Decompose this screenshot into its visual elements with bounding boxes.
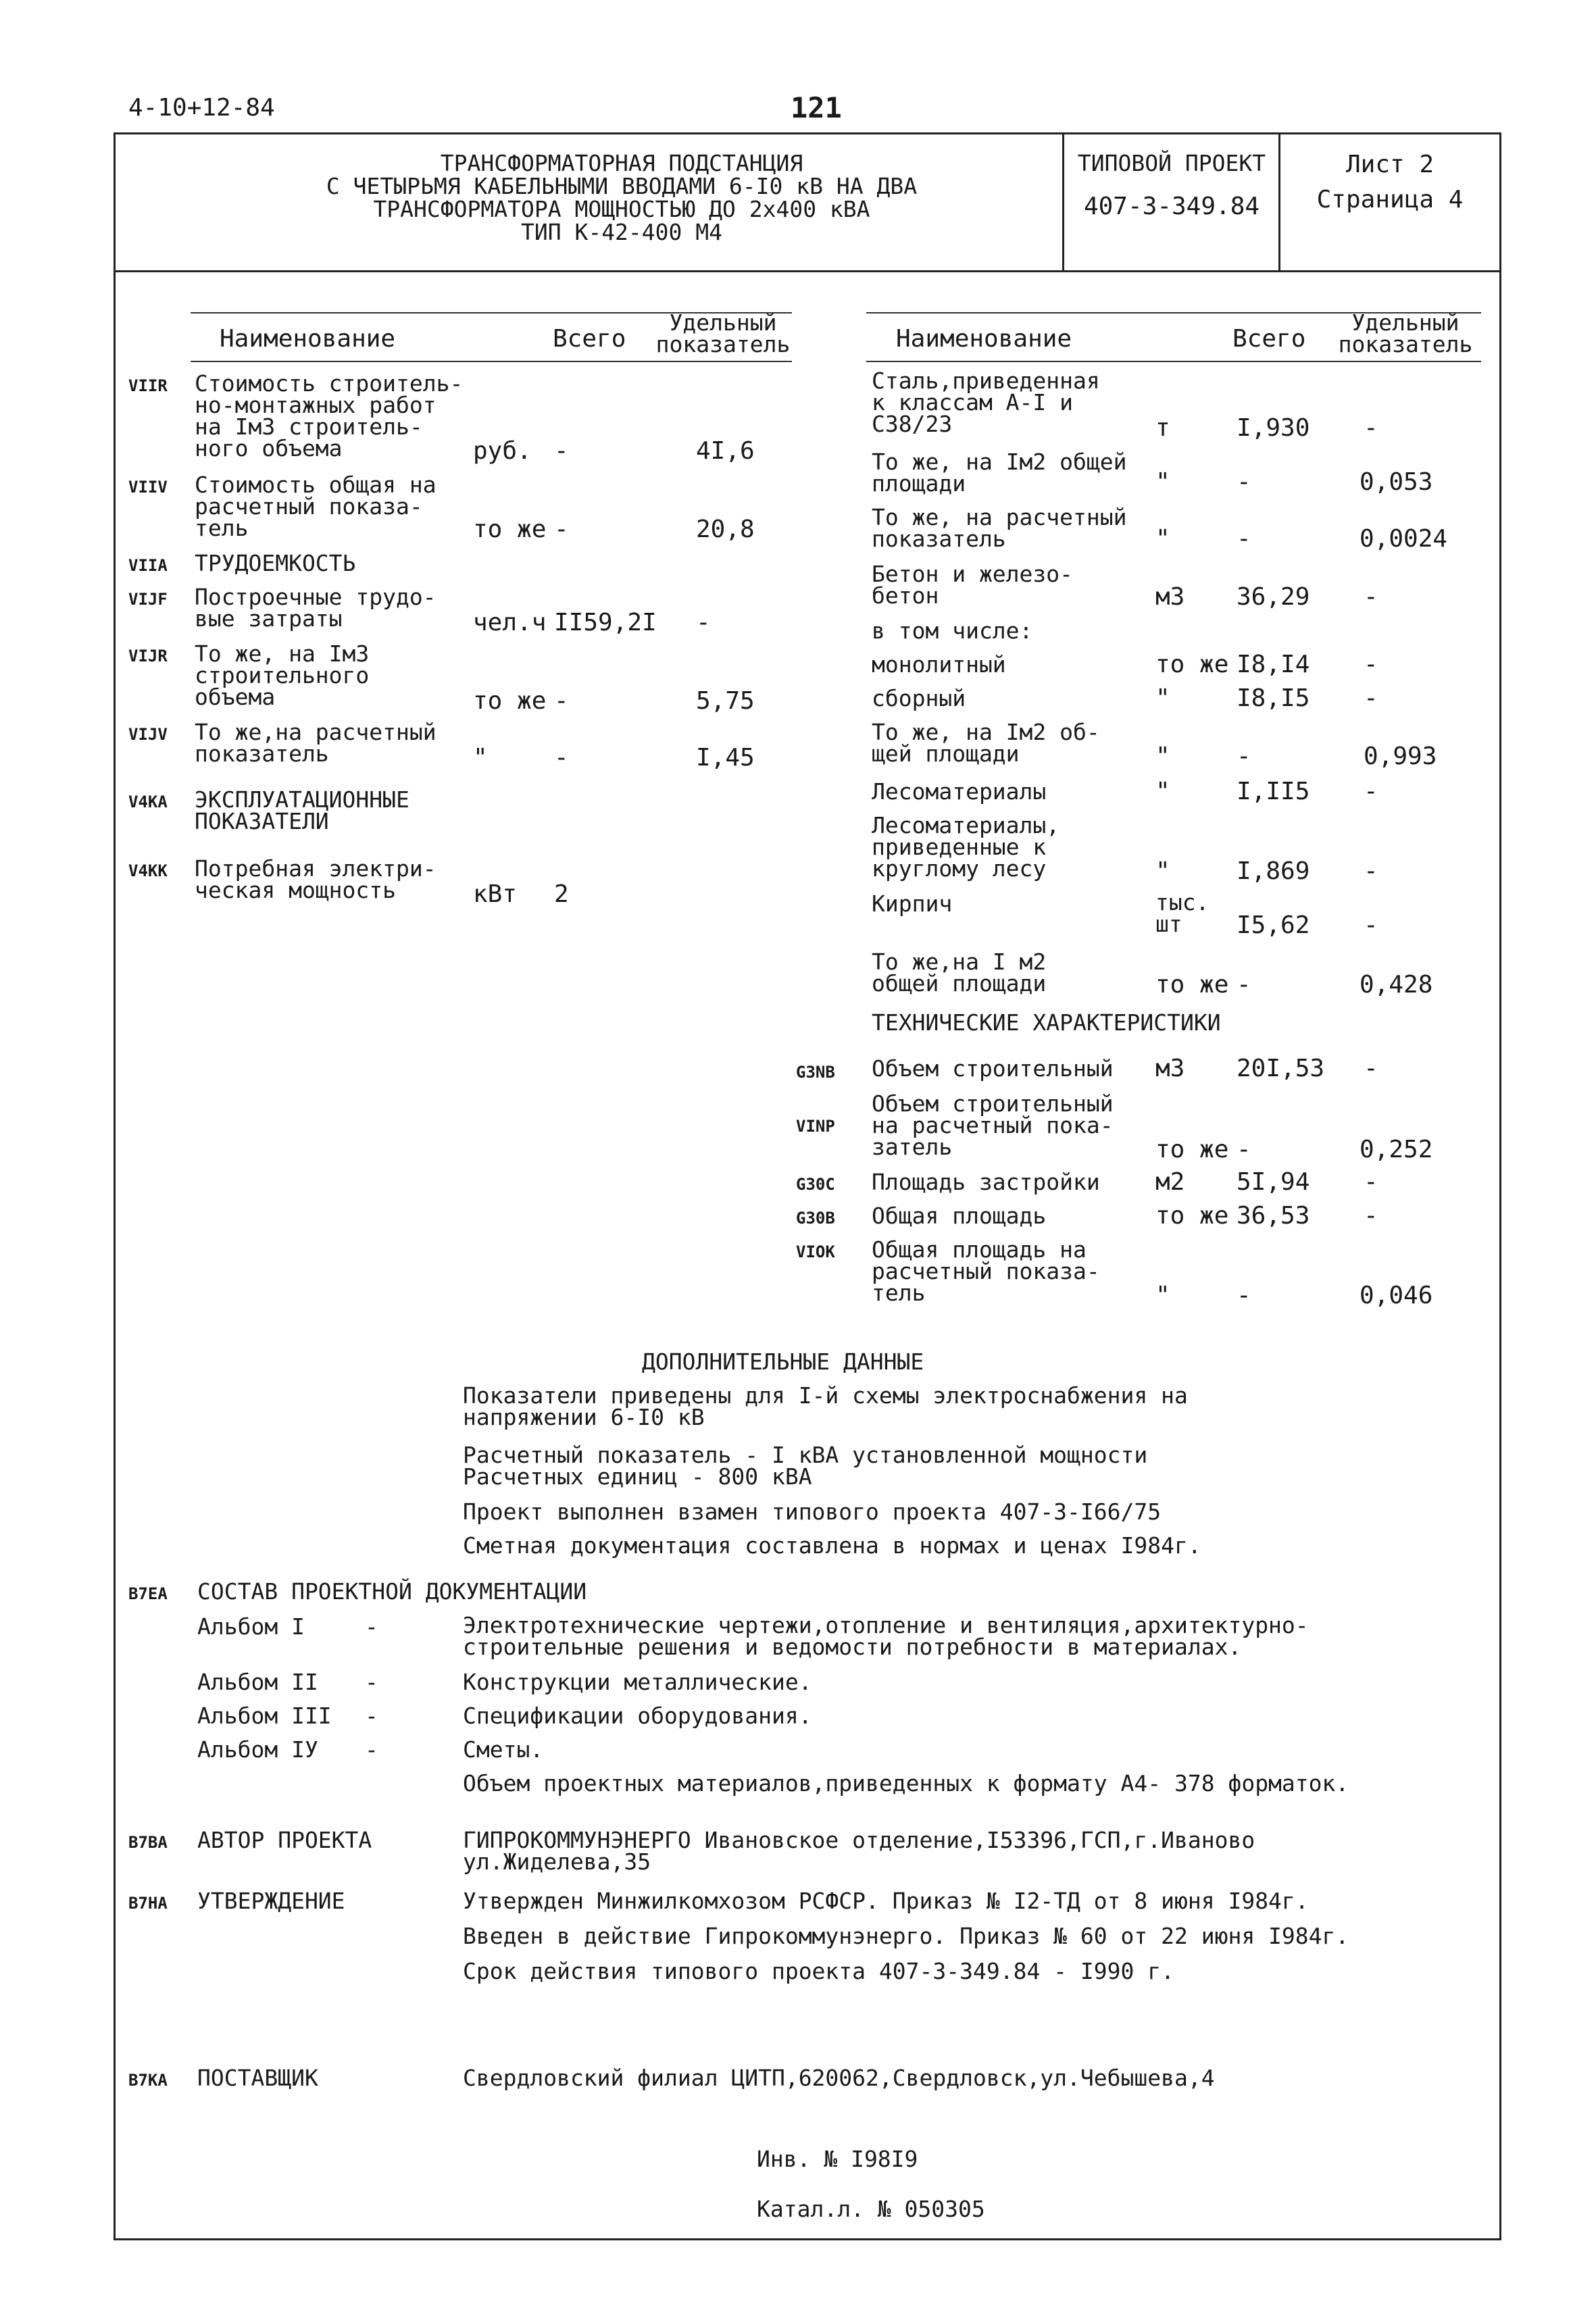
- row-specific: -: [1364, 583, 1378, 611]
- row-code: VIJV: [128, 725, 168, 744]
- left-table-header-rule: [191, 361, 792, 362]
- album-dash: -: [365, 1669, 378, 1695]
- document-code: 4-10+12-84: [128, 94, 275, 122]
- row-code: VIOK: [796, 1242, 835, 1261]
- row-specific: I,45: [696, 744, 755, 772]
- row-name: монолитный: [872, 651, 1006, 678]
- row-unit: руб.: [473, 437, 532, 465]
- approval-line: Срок действия типового проекта 407-3-349.84 - I990 г.: [463, 1958, 1174, 1984]
- author-code: B7BA: [128, 1833, 168, 1852]
- supplier-text: Свердловский филиал ЦИТП,620062,Свердловск,ул.Чебышева,4: [463, 2065, 1215, 2091]
- row-total: 36,53: [1237, 1202, 1310, 1230]
- album-description: Конструкции металлические.: [463, 1669, 812, 1695]
- row-total: -: [1237, 743, 1251, 770]
- row-name: То же, на Iм2 об- щей площади: [872, 719, 1100, 767]
- row-total: -: [1237, 971, 1251, 999]
- approval-line: Введен в действие Гипрокоммунэнерго. Приказ № 60 от 22 июня I984г.: [463, 1923, 1349, 1949]
- sheet-number: Лист 2: [1345, 151, 1435, 178]
- right-header-name: Наименование: [896, 325, 1072, 353]
- row-total: -: [1237, 1136, 1251, 1163]
- album-description: Сметы.: [463, 1736, 544, 1763]
- row-specific: 5,75: [696, 687, 755, 715]
- album-name: Альбом III: [197, 1703, 332, 1729]
- header-divider-1: [1062, 132, 1064, 272]
- row-code: V4KA: [128, 793, 168, 811]
- header-divider-2: [1278, 132, 1280, 272]
- row-total: -: [554, 515, 569, 543]
- row-specific: -: [1364, 1202, 1378, 1230]
- row-unit: ": [1155, 525, 1170, 553]
- additional-line: Сметная документация составлена в нормах и ценах I984г.: [463, 1532, 1201, 1559]
- row-specific: 0,428: [1360, 971, 1433, 999]
- title-line-4: ТИП К-42-400 М4: [520, 219, 722, 245]
- row-name: Бетон и железо- бетон: [872, 561, 1074, 609]
- row-total: 36,29: [1237, 583, 1310, 611]
- supplier-label: ПОСТАВЩИК: [197, 2065, 318, 2091]
- row-name: То же, на расчетный показатель: [872, 504, 1127, 552]
- additional-line: Показатели приведены для I-й схемы электроснабжения на напряжении 6-I0 кВ: [463, 1382, 1188, 1430]
- row-specific: 0,993: [1364, 743, 1437, 770]
- row-name: Площадь застройки: [872, 1169, 1100, 1195]
- row-unit: то же: [1155, 1136, 1229, 1163]
- album-name: Альбом I: [197, 1613, 305, 1640]
- row-unit: ": [473, 744, 488, 772]
- row-name: ЭКСПЛУАТАЦИОННЫЕ ПОКАЗАТЕЛИ: [195, 786, 409, 834]
- row-name: ТРУДОЕМКОСТЬ: [195, 550, 356, 576]
- row-total: -: [1237, 468, 1251, 496]
- row-total: I,930: [1237, 414, 1310, 442]
- row-total: I8,I5: [1237, 684, 1310, 712]
- additional-line: Расчетный показатель - I кВА установленной мощности Расчетных единиц - 800 кВА: [463, 1442, 1148, 1490]
- row-name: Сталь,приведенная к классам А-I и С38/23: [872, 368, 1100, 437]
- row-specific: 0,053: [1360, 468, 1433, 496]
- composition-code: B7EA: [128, 1584, 168, 1603]
- row-total: 20I,53: [1237, 1055, 1325, 1082]
- row-code: G3NB: [796, 1063, 835, 1082]
- author-label: АВТОР ПРОЕКТА: [197, 1827, 372, 1853]
- row-code: VIJF: [128, 590, 168, 609]
- row-specific: -: [1364, 911, 1378, 939]
- row-unit: кВт: [473, 880, 518, 908]
- row-unit: т: [1155, 414, 1170, 442]
- supplier-code: B7KA: [128, 2071, 168, 2090]
- row-name: Лесоматериалы: [872, 778, 1047, 805]
- row-specific: 0,046: [1360, 1282, 1433, 1309]
- page-number: 121: [791, 91, 842, 124]
- row-name: сборный: [872, 685, 966, 711]
- row-name: Объем строительный: [872, 1055, 1114, 1082]
- additional-title: ДОПОЛНИТЕЛЬНЫЕ ДАННЫЕ: [642, 1349, 924, 1375]
- frame-right-line: [1499, 132, 1501, 2240]
- right-header-specific: Удельный показатель: [1338, 309, 1473, 357]
- row-code: VIIA: [128, 556, 168, 575]
- row-code: G30B: [796, 1209, 835, 1228]
- row-code: VIIR: [128, 376, 168, 395]
- approval-code: B7HA: [128, 1894, 168, 1913]
- row-name: Кирпич: [872, 890, 953, 917]
- row-name: Построечные трудо- вые затраты: [195, 584, 437, 632]
- row-unit: ": [1155, 743, 1170, 770]
- row-unit: то же: [473, 515, 547, 543]
- row-total: -: [1237, 525, 1251, 553]
- additional-line: Проект выполнен взамен типового проекта 407-3-I66/75: [463, 1499, 1162, 1525]
- approval-line: Утвержден Минжилкомхозом РСФСР. Приказ № I2-ТД от 8 июня I984г.: [463, 1888, 1309, 1914]
- inventory-number: Инв. № I98I9: [757, 2146, 918, 2172]
- row-total: I,II5: [1237, 778, 1310, 805]
- row-unit: ": [1155, 684, 1170, 712]
- row-total: I5,62: [1237, 911, 1310, 939]
- catalog-number: Катал.л. № 050305: [757, 2196, 985, 2222]
- row-unit: ": [1155, 468, 1170, 496]
- row-specific: -: [1364, 684, 1378, 712]
- left-header-specific: Удельный показатель: [655, 309, 791, 357]
- row-total: -: [554, 437, 569, 465]
- row-name: Объем строительный на расчетный пока- затель: [872, 1090, 1114, 1160]
- frame-left-line: [114, 132, 116, 2240]
- row-unit: то же: [1155, 651, 1229, 678]
- row-specific: 20,8: [696, 515, 755, 543]
- row-code: VIIV: [128, 478, 168, 497]
- row-name: в том числе:: [872, 618, 1033, 644]
- row-code: VINP: [796, 1117, 835, 1136]
- left-header-name: Наименование: [220, 325, 396, 353]
- row-name: То же, на Iм2 общей площади: [872, 449, 1127, 497]
- album-dash: -: [365, 1613, 378, 1640]
- row-name: Общая площадь: [872, 1203, 1047, 1229]
- row-name: Общая площадь на расчетный показа- тель: [872, 1236, 1100, 1306]
- row-name: Лесоматериалы, приведенные к круглому лесу: [872, 812, 1060, 882]
- row-specific: -: [1364, 1168, 1378, 1196]
- row-code: V4KK: [128, 861, 168, 880]
- row-unit: ": [1155, 1282, 1170, 1309]
- row-specific: 4I,6: [696, 437, 755, 465]
- row-total: I,869: [1237, 857, 1310, 885]
- composition-title: СОСТАВ ПРОЕКТНОЙ ДОКУМЕНТАЦИИ: [197, 1578, 587, 1605]
- row-unit: м2: [1155, 1168, 1185, 1196]
- album-dash: -: [365, 1703, 378, 1729]
- row-specific: -: [1364, 857, 1378, 885]
- row-unit: то же: [473, 687, 547, 715]
- frame-top-line: [114, 132, 1501, 134]
- title-line-2: С ЧЕТЫРЬМЯ КАБЕЛЬНЫМИ ВВОДАМИ 6-I0 кВ НА ДВА: [326, 173, 918, 199]
- row-name: То же, на Iм3 строительного объема: [195, 640, 370, 710]
- approval-label: УТВЕРЖДЕНИЕ: [197, 1888, 345, 1914]
- album-name: Альбом II: [197, 1669, 318, 1695]
- album-dash: -: [365, 1736, 378, 1763]
- row-name: То же,на I м2 общей площади: [872, 949, 1047, 997]
- project-number: 407-3-349.84: [1083, 193, 1260, 220]
- row-specific: -: [696, 609, 711, 636]
- album-description: Электротехнические чертежи,отопление и вентиляция,архитектурно- строительные решения и ведомости потребности в материалах.: [463, 1612, 1309, 1660]
- row-total: -: [1237, 1282, 1251, 1309]
- row-total: -: [554, 687, 569, 715]
- author-text: ГИПРОКОММУНЭНЕРГО Ивановское отделение,I53396,ГСП,г.Иваново ул.Жиделева,35: [463, 1827, 1255, 1875]
- row-specific: -: [1364, 1055, 1378, 1082]
- row-name: Потребная электри- ческая мощность: [195, 855, 437, 903]
- row-specific: -: [1364, 778, 1378, 805]
- row-name: Стоимость строитель- но-монтажных работ на Iм3 строитель- ного объема: [195, 370, 464, 461]
- row-name: Стоимость общая на расчетный показа- тель: [195, 472, 437, 541]
- row-unit: ": [1155, 857, 1170, 885]
- row-total: II59,2I: [554, 609, 657, 636]
- title-line-1: ТРАНСФОРМАТОРНАЯ ПОДСТАНЦИЯ: [440, 150, 803, 176]
- row-unit: ": [1155, 778, 1170, 805]
- row-code: VIJR: [128, 647, 168, 665]
- row-unit: м3: [1155, 1055, 1185, 1082]
- frame-bottom-line: [114, 2238, 1501, 2240]
- row-unit: тыс. шт: [1155, 889, 1210, 937]
- row-unit: м3: [1155, 583, 1185, 611]
- album-name: Альбом IУ: [197, 1736, 318, 1763]
- row-specific: 0,252: [1360, 1136, 1433, 1163]
- title-line-3: ТРАНСФОРМАТОРА МОЩНОСТЬЮ ДО 2х400 кВА: [373, 196, 870, 222]
- left-header-total: Всего: [553, 325, 626, 353]
- right-table-header-rule: [866, 361, 1481, 362]
- row-specific: -: [1364, 651, 1378, 678]
- row-specific: 0,0024: [1360, 525, 1448, 553]
- row-name: То же,на расчетный показатель: [195, 719, 437, 767]
- section-heading: ТЕХНИЧЕСКИЕ ХАРАКТЕРИСТИКИ: [872, 1009, 1221, 1036]
- row-total: -: [554, 744, 569, 772]
- album-description: Спецификации оборудования.: [463, 1703, 812, 1729]
- row-unit: то же: [1155, 1202, 1229, 1230]
- row-total: 5I,94: [1237, 1168, 1310, 1196]
- page-label: Страница 4: [1316, 186, 1464, 213]
- row-total: I8,I4: [1237, 651, 1310, 678]
- row-unit: чел.ч: [473, 609, 547, 636]
- row-code: G30C: [796, 1175, 835, 1194]
- header-bottom-line: [114, 270, 1501, 272]
- composition-volume: Объем проектных материалов,приведенных к формату А4- 378 форматок.: [463, 1770, 1349, 1796]
- project-label: ТИПОВОЙ ПРОЕКТ: [1077, 150, 1266, 176]
- right-header-total: Всего: [1232, 325, 1306, 353]
- row-total: 2: [554, 880, 569, 908]
- row-unit: то же: [1155, 971, 1229, 999]
- row-specific: -: [1364, 414, 1378, 442]
